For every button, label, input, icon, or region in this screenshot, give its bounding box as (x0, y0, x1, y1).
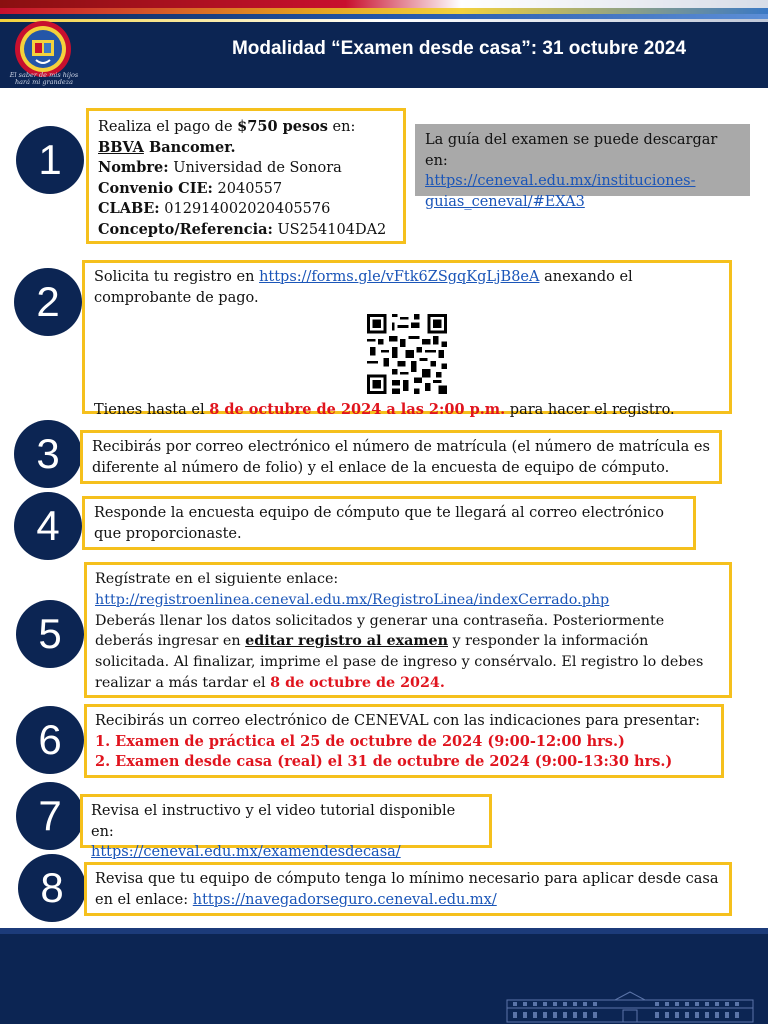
motto-text: El saber de mis hijos hará mi grandeza (9, 71, 79, 86)
practice-exam-item: 1. Examen de práctica el 25 de octubre de 2024 (9:00-12:00 hrs.) (95, 732, 625, 750)
step-2-box (82, 260, 732, 418)
step-number-6: 6 (16, 706, 84, 774)
step-number-1: 1 (16, 126, 84, 194)
step-7-box (80, 794, 492, 860)
reference-label: Concepto/Referencia: (98, 220, 273, 238)
secure-browser-link[interactable]: https://navegadorseguro.ceneval.edu.mx/ (192, 891, 497, 908)
step-1-text-end: en: (327, 119, 356, 135)
step-3-text: Recibirás por correo electrónico el número de matrícula (el número de matrícula es diferente al número de folio) y el enlace de la encuesta de equipo de cómputo. (92, 439, 710, 476)
registration-form-link[interactable]: https://forms.gle/vFtk6ZSgqKgLjB8eA (259, 269, 540, 285)
tutorial-link[interactable]: https://ceneval.edu.mx/examendesdecasa/ (91, 844, 401, 860)
bank-name-suffix: Bancomer. (143, 138, 236, 156)
reference-value: US254104DA2 (272, 221, 387, 238)
clabe-value: 012914002020405576 (159, 201, 331, 217)
name-value: Universidad de Sonora (168, 160, 342, 176)
step-number-8: 8 (18, 854, 86, 922)
page-title: Modalidad “Examen desde casa”: 31 octubre 2024 (231, 38, 687, 59)
registration-online-link[interactable]: http://registroenlinea.ceneval.edu.mx/RegistroLinea/indexCerrado.php (95, 591, 610, 608)
footer-accent (0, 928, 768, 934)
step-7-text: Revisa el instructivo y el video tutorial disponible en: (91, 803, 456, 840)
registration-deadline: 8 de octubre de 2024. (270, 674, 445, 691)
step-number-7: 7 (16, 782, 84, 850)
step-5-instructions: Deberás llenar los datos solicitados y generar una contraseña. Posteriormente deberás ingresar en (95, 612, 665, 650)
cie-label: Convenio CIE: (98, 179, 213, 197)
step-number-2: 2 (14, 268, 82, 336)
step-8-box (84, 862, 732, 916)
step-6-text: Recibirás un correo electrónico de CENEVAL con las indicaciones para presentar: (95, 713, 700, 729)
guide-text: La guía del examen se puede descargar en: (425, 132, 718, 169)
guide-box (415, 124, 750, 210)
guide-link[interactable]: https://ceneval.edu.mx/instituciones-guias_ceneval/#EXA3 (425, 173, 696, 210)
real-exam-item: 2. Examen desde casa (real) el 31 de octubre de 2024 (9:00-13:30 hrs.) (95, 753, 673, 770)
step-6-box (84, 704, 724, 778)
deadline-text: Tienes hasta el (94, 402, 210, 418)
step-5-text: Regístrate en el siguiente enlace: (95, 571, 339, 587)
clabe-label: CLABE: (98, 200, 160, 217)
step-2-text-end: anexando el comprobante de pago. (94, 269, 633, 306)
step-number-3: 3 (14, 420, 82, 488)
step-1-box (86, 108, 406, 244)
step-4-text: Responde la encuesta equipo de cómputo que te llegará al correo electrónico que proporcionaste. (94, 505, 665, 542)
step-4-box (82, 496, 696, 550)
step-3-box (80, 430, 722, 484)
exam-list (95, 732, 713, 773)
deadline-date: 8 de octubre de 2024 a las 2:00 p.m. (209, 401, 506, 418)
step-5-box (84, 562, 732, 698)
bank-name: BBVA (98, 138, 144, 156)
step-8-text: Revisa que tu equipo de cómputo tenga lo mínimo necesario para aplicar desde casa en el enlace: (95, 871, 719, 908)
step-5-instructions-end: y responder la información solicitada. Al finalizar, imprime el pase de ingreso y consérvalo. El registro lo debes realizar a más tardar el (95, 633, 704, 691)
building-silhouette-icon (505, 990, 755, 1024)
step-number-4: 4 (14, 492, 82, 560)
name-label: Nombre: (98, 159, 169, 176)
qr-code-icon[interactable] (367, 314, 447, 394)
deadline-text-end: para hacer el registro. (505, 402, 675, 418)
step-2-text: Solicita tu registro en (94, 269, 260, 285)
step-number-5: 5 (16, 600, 84, 668)
edit-registration-label: editar registro al examen (245, 633, 448, 650)
payment-amount: $750 pesos (237, 118, 328, 135)
cie-value: 2040557 (212, 180, 283, 197)
step-1-text: Realiza el pago de (98, 119, 238, 135)
